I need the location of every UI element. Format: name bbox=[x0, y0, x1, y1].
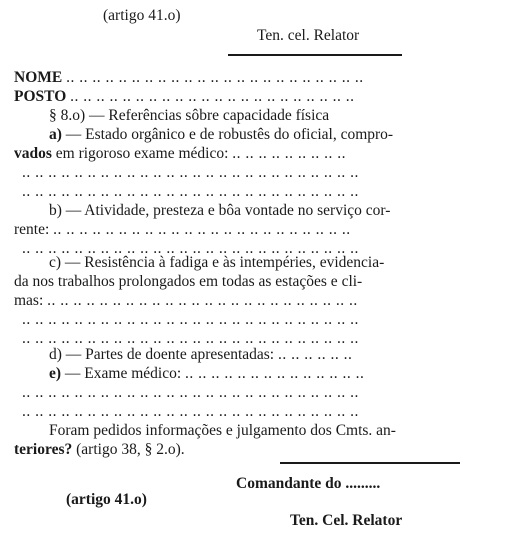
dots-line: .. .. .. .. .. .. .. .. .. .. .. .. .. .. .. .. .. .. .. .. .. .. .. .. .. .. bbox=[22, 164, 359, 181]
dots-line: .. .. .. .. .. .. .. .. .. .. .. .. .. .. .. .. .. .. .. .. .. .. .. .. .. .. bbox=[22, 183, 359, 200]
posto-dots: .. .. .. .. .. .. .. .. .. .. .. .. .. .. .. .. .. .. .. .. .. .. bbox=[70, 88, 355, 105]
header-artigo: (artigo 41.o) bbox=[103, 7, 181, 24]
closing-line2-start: teriores? bbox=[14, 441, 73, 458]
header-divider bbox=[228, 54, 402, 56]
posto-label: POSTO bbox=[14, 88, 67, 105]
item-c-line3 bbox=[14, 292, 358, 311]
item-c-line1: c) — Resistência à fadiga e às intempéries, evidencia- bbox=[49, 254, 385, 271]
item-c-line3-label: mas: bbox=[14, 292, 44, 309]
section-title: § 8.o) — Referências sôbre capacidade física bbox=[49, 107, 330, 124]
item-a-line2-text: em rigoroso exame médico: bbox=[55, 145, 229, 162]
closing-line2 bbox=[14, 441, 185, 460]
item-a-line2 bbox=[14, 145, 346, 164]
dots-line: .. .. .. .. .. .. .. .. .. .. .. .. .. .. .. .. .. .. .. .. .. .. .. .. .. .. bbox=[22, 311, 359, 328]
header-relator: Ten. cel. Relator bbox=[257, 27, 360, 44]
nome-label: NOME bbox=[14, 69, 63, 86]
item-d-dots: .. .. .. .. .. .. bbox=[277, 346, 353, 363]
item-b-line2 bbox=[14, 221, 351, 240]
footer-divider bbox=[280, 462, 460, 464]
item-e-dots: .. .. .. .. .. .. .. .. .. .. .. .. .. .. bbox=[185, 365, 365, 382]
item-d-text: d) — Partes de doente apresentadas: bbox=[49, 346, 275, 363]
dots-line: .. .. .. .. .. .. .. .. .. .. .. .. .. .. .. .. .. .. .. .. .. .. .. .. .. .. bbox=[22, 240, 359, 257]
posto-line bbox=[14, 88, 355, 107]
footer-comandante: Comandante do ......... bbox=[236, 475, 381, 492]
item-b-line2-label: rente: bbox=[14, 221, 50, 238]
item-c-line2: da nos trabalhos prolongados em todas as estações e cli- bbox=[14, 273, 363, 290]
item-e-text: — Exame médico: bbox=[64, 365, 182, 382]
nome-line bbox=[14, 69, 364, 88]
footer-artigo: (artigo 41.o) bbox=[66, 491, 147, 508]
item-b-line1: b) — Atividade, presteza e bôa vontade no serviço cor- bbox=[49, 202, 391, 219]
dots-line: .. .. .. .. .. .. .. .. .. .. .. .. .. .. .. .. .. .. .. .. .. .. .. .. .. .. bbox=[22, 403, 359, 420]
dots-line: .. .. .. .. .. .. .. .. .. .. .. .. .. .. .. .. .. .. .. .. .. .. .. .. .. .. bbox=[22, 384, 359, 401]
nome-dots: .. .. .. .. .. .. .. .. .. .. .. .. .. .. .. .. .. .. .. .. .. .. .. bbox=[66, 69, 364, 86]
item-e-letter: e) bbox=[49, 365, 62, 382]
item-c-dots: .. .. .. .. .. .. .. .. .. .. .. .. .. .. .. .. .. .. .. .. .. .. .. .. bbox=[47, 292, 358, 309]
footer-relator: Ten. Cel. Relator bbox=[290, 512, 403, 529]
item-a-text: — Estado orgânico e de robustês do oficial, compro- bbox=[65, 126, 394, 143]
item-d-line bbox=[49, 346, 352, 365]
item-a-letter: a) bbox=[49, 126, 62, 143]
dots-line: .. .. .. .. .. .. .. .. .. .. .. .. .. .. .. .. .. .. .. .. .. .. .. .. .. .. bbox=[22, 330, 359, 347]
item-e-line bbox=[49, 365, 364, 384]
item-a-line1 bbox=[49, 126, 393, 145]
item-b-dots: .. .. .. .. .. .. .. .. .. .. .. .. .. .. .. .. .. .. .. .. .. .. .. bbox=[53, 221, 351, 238]
closing-line2-text: (artigo 38, § 2.o). bbox=[76, 441, 185, 458]
item-a-dots: .. .. .. .. .. .. .. .. .. bbox=[232, 145, 347, 162]
item-a-line2-start: vados bbox=[14, 145, 52, 162]
closing-line1: Foram pedidos informações e julgamento dos Cmts. an- bbox=[49, 422, 396, 439]
